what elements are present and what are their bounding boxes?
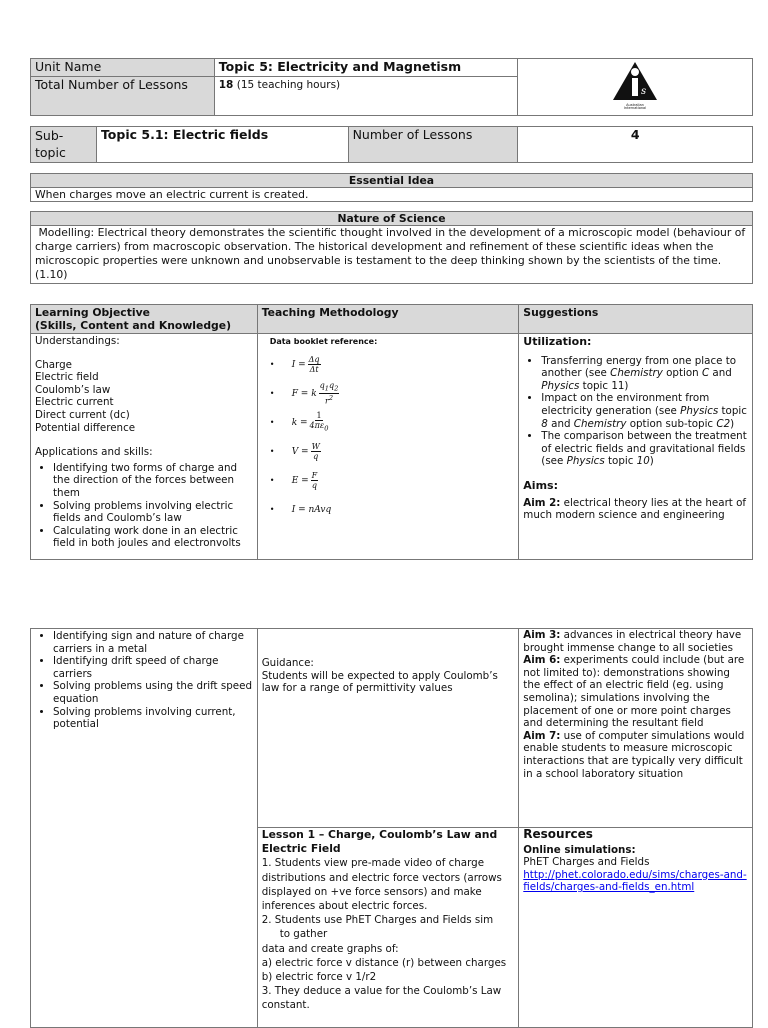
utilization-item [541, 355, 748, 393]
utilization-fragment: option [662, 367, 702, 380]
online-simulations-label: Online simulations: [523, 843, 636, 856]
equation-drift: • I = nAvq [269, 504, 332, 515]
second-table [30, 628, 753, 1028]
aim6-label: Aim 6: [523, 654, 561, 667]
essential-idea-text: When charges move an electric current is created. [31, 188, 753, 202]
guidance-cell [257, 629, 519, 828]
data-booklet-label: Data booklet reference: [269, 337, 378, 346]
nature-of-science-table [30, 211, 753, 284]
subtopic-lessons-value: 4 [518, 127, 753, 163]
essential-idea-title: Essential Idea [31, 174, 753, 188]
guidance-label: Guidance: [261, 657, 314, 669]
unit-title: Topic 5: Electricity and Magnetism [218, 59, 462, 74]
understanding-item: Electric current [35, 396, 114, 409]
applications-continued-list [35, 630, 253, 731]
utilization-fragment: topic [604, 455, 637, 468]
utilization-fragment: Physics [680, 404, 719, 417]
utilization-fragment: topic 11) [579, 379, 629, 392]
aim7-text: use of computer simulations would enable students to measure microscopic interactions that are typically very difficult in a school laboratory situation [523, 729, 745, 780]
resources-label: Resources [523, 827, 593, 841]
svg-text:International: International [623, 106, 647, 110]
aim2-label: Aim 2: [523, 496, 561, 509]
total-lessons-label: Total Number of Lessons [31, 76, 215, 115]
utilization-fragment: Physics [566, 455, 605, 468]
lesson1-step3: 3. They deduce a value for the Coulomb’s Law constant. [261, 985, 502, 1012]
application-item: • Solving problems using the drift speed equation [53, 680, 253, 705]
col-suggestions-header: Suggestions [519, 305, 753, 334]
total-lessons-value [214, 76, 518, 115]
aims-continued-cell [519, 629, 753, 828]
main-table [30, 304, 753, 560]
application-item: • Identifying two forms of charge and the direction of the forces between them [53, 462, 253, 500]
equation-potential: • V = $\frac{W}{q}$ [269, 442, 320, 461]
applications-list [35, 462, 253, 550]
nature-of-science-title: Nature of Science [31, 212, 753, 226]
col-teaching-methodology-header: Teaching Methodology [257, 305, 519, 334]
lessons-note: (15 teaching hours) [236, 78, 341, 91]
utilization-fragment: Impact on the environment from electricity generation (see [541, 392, 710, 417]
unit-name-value [214, 59, 518, 77]
utilization-label: Utilization: [523, 335, 592, 348]
learning-objective-cell [31, 334, 258, 560]
essential-idea-table [30, 173, 753, 202]
utilization-fragment: ) [649, 455, 654, 468]
lesson1-step2c: data and create graphs of: [261, 942, 399, 955]
aim3-text: advances in electrical theory have brought immense change to all societies [523, 629, 742, 654]
col1-header-line2: (Skills, Content and Knowledge) [35, 319, 232, 332]
equation-field: • E = $\frac{F}{q}$ [269, 471, 318, 490]
aim6-text: experiments could include (but are not limited to): demonstrations showing the effect of an electric field (eg. using semolina); simulations involving the placement of one or more point charges and determining the resultant field [523, 654, 745, 730]
application-item: • Identifying drift speed of charge carriers [53, 655, 253, 680]
equation-coulomb-constant: • k = $\frac{1}{4\pi\varepsilon_0}$ [269, 411, 329, 433]
application-item: • Calculating work done in an electric field in both joules and electronvolts [53, 525, 253, 550]
guidance-label-text: Guidance [261, 657, 311, 669]
lesson1-step2b: to gather [279, 928, 328, 941]
phet-sim-link[interactable]: http://phet.colorado.edu/sims/charges-and-fields/charges-and-fields_en.html [523, 868, 747, 894]
aim-2 [523, 497, 748, 522]
subtopic-table [30, 126, 753, 163]
understanding-item: Coulomb’s law [35, 383, 111, 396]
utilization-item [541, 392, 748, 430]
utilization-fragment: Chemistry [573, 417, 627, 430]
col1-header-line1: Learning Objective [35, 306, 150, 319]
nature-of-science-text: Modelling: Electrical theory demonstrates the scientific thought involved in the development of a microscopic model (behaviour of charge carriers) from macroscopic observation. The historical development and refinement of these scientific ideas when the microscopic properties were unknown and unobservable is testament to the deep thinking shown by the scientists of the time. (1.10) [31, 226, 753, 284]
suggestions-cell [519, 334, 753, 560]
sim-name: PhET Charges and Fields [523, 856, 650, 869]
equation-current: • I = $\frac{\Delta q}{\Delta t}$ [269, 355, 320, 374]
aim7-label: Aim 7: [523, 729, 561, 742]
lesson1-step1: 1. Students view pre-made video of charge distributions and electric force vectors (arrows displayed on +ve force sensors) and make inferences about electric forces. [261, 857, 502, 913]
aim-7 [523, 730, 748, 780]
understanding-item: Charge [35, 358, 72, 371]
lesson1-cell [257, 828, 519, 1028]
lessons-count: 18 [218, 78, 234, 91]
equation-coulomb-law: • F = k $\frac{q_1q_2}{r^2}$ [269, 380, 339, 407]
aims-label: Aims: [523, 478, 558, 492]
school-logo-icon [611, 60, 659, 110]
utilization-item [541, 430, 748, 468]
aim-6 [523, 654, 748, 730]
utilization-fragment: and [547, 417, 574, 430]
utilization-fragment: Chemistry [610, 367, 663, 380]
understanding-item: Potential difference [35, 421, 136, 434]
application-item: • Solving problems involving current, potential [53, 706, 253, 731]
subtopic-label: Sub-topic [31, 127, 97, 163]
utilization-fragment: C [701, 367, 710, 380]
subtopic-lessons-label: Number of Lessons [348, 127, 518, 163]
application-item: • Solving problems involving electric fields and Coulomb’s law [53, 500, 253, 525]
aim-3 [523, 629, 748, 654]
aim3-label: Aim 3: [523, 629, 561, 641]
utilization-fragment: The comparison between the treatment of electric fields and gravitational fields (see [541, 430, 747, 468]
aim2-text: electrical theory lies at the heart of much modern science and engineering [523, 496, 747, 522]
logo-cell [518, 59, 753, 116]
utilization-fragment: Physics [541, 379, 580, 392]
utilization-fragment: C2 [716, 417, 731, 430]
understandings-list [35, 359, 253, 435]
understanding-item: Electric field [35, 371, 99, 384]
utilization-fragment: 8 [541, 417, 548, 430]
teaching-methodology-cell [257, 334, 519, 560]
lesson1-step-a: a) electric force v distance (r) between charges [261, 956, 507, 969]
applications-continued-cell [31, 629, 258, 1028]
col-learning-objective-header [31, 305, 258, 334]
application-item: • Identifying sign and nature of charge carriers in a metal [53, 630, 253, 655]
lesson1-step2: 2. Students use PhET Charges and Fields sim [261, 914, 494, 927]
understandings-label: Understandings: [35, 335, 120, 347]
unit-table [30, 58, 753, 116]
svg-text:s: s [641, 86, 647, 97]
utilization-fragment: and [709, 367, 732, 380]
lesson1-step-b: b) electric force v 1/r2 [261, 971, 377, 984]
understanding-item: Direct current (dc) [35, 408, 130, 421]
utilization-fragment: 10 [636, 455, 650, 468]
applications-label: Applications and skills: [35, 446, 153, 459]
unit-name-label: Unit Name [31, 59, 215, 77]
resources-cell [519, 828, 753, 1028]
svg-text:Australian: Australian [626, 103, 645, 107]
utilization-list [523, 355, 748, 468]
utilization-fragment: Transferring energy from one place to another (see [541, 354, 737, 380]
utilization-fragment: option sub-topic [626, 417, 717, 430]
utilization-fragment: topic [718, 404, 747, 417]
lesson1-title: Lesson 1 – Charge, Coulomb’s Law and Electric Field [261, 828, 498, 856]
utilization-fragment: ) [730, 417, 735, 430]
subtopic-value: Topic 5.1: Electric fields [96, 127, 348, 163]
guidance-text: Students will be expected to apply Coulomb’s law for a range of permittivity values [261, 669, 498, 695]
